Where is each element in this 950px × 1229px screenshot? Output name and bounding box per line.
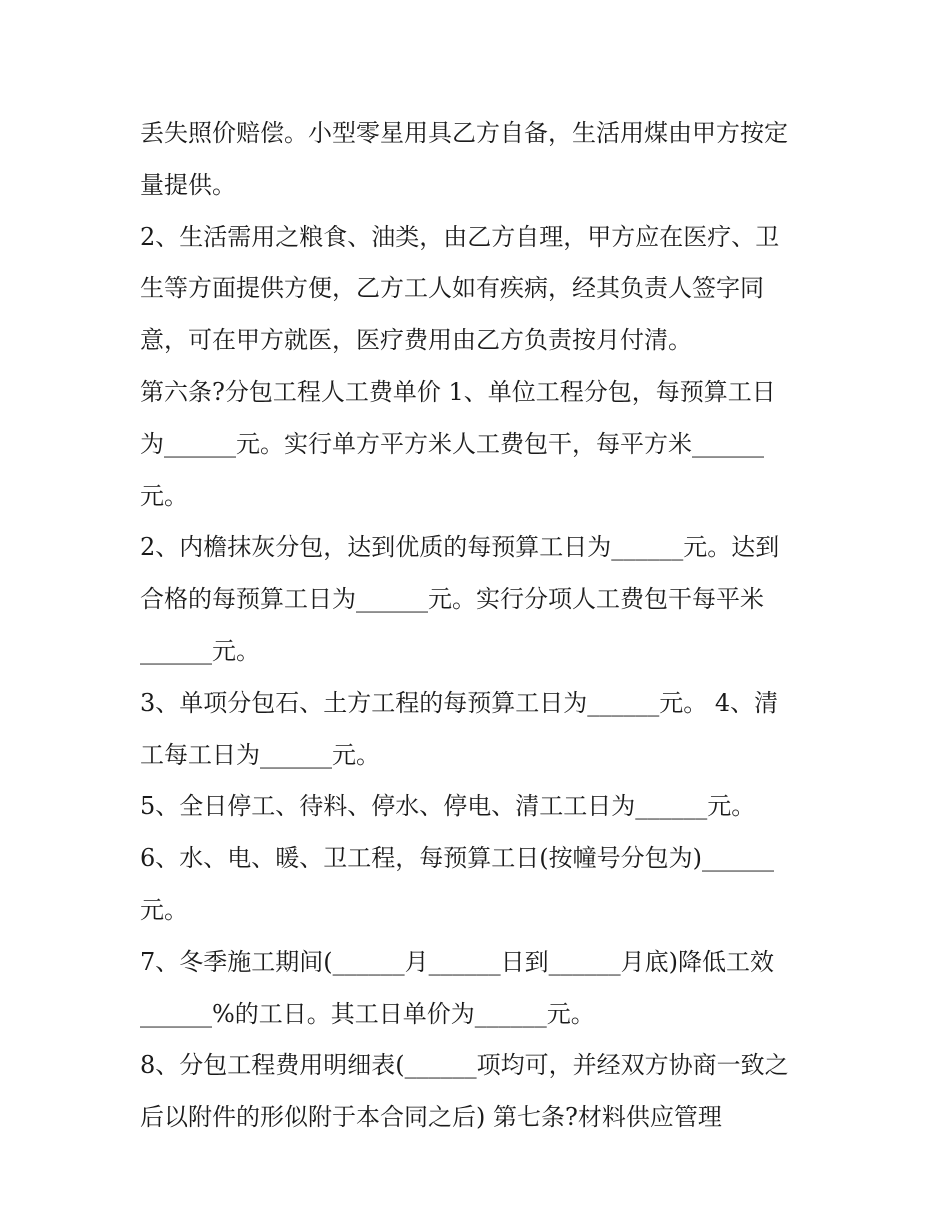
text-line: ______元。	[140, 636, 260, 665]
text-line: 元。	[140, 481, 188, 510]
text-line: 3、单项分包石、土方工程的每预算工日为______元。 4、清	[140, 688, 779, 717]
text-line: 8、分包工程费用明细表(______项均可，并经双方协商一致之	[140, 1051, 789, 1080]
text-line: 6、水、电、暖、卫工程，每预算工日(按幢号分包为)______	[140, 844, 774, 873]
text-line: 第六条?分包工程人工费单价 1、单位工程分包，每预算工日	[140, 377, 776, 406]
text-line: ______%的工日。其工日单价为______元。	[140, 999, 595, 1028]
text-line: 生等方面提供方便，乙方工人如有疾病，经其负责人签字同	[140, 274, 764, 303]
text-line: 意，可在甲方就医，医疗费用由乙方负责按月付清。	[140, 326, 692, 355]
text-line: 5、全日停工、待料、停水、停电、清工工日为______元。	[140, 792, 756, 821]
text-line: 2、生活需用之粮食、油类，由乙方自理，甲方应在医疗、卫	[140, 222, 780, 251]
text-line: 为______元。实行单方平方米人工费包干，每平方米______	[140, 429, 764, 458]
text-line: 2、内檐抹灰分包，达到优质的每预算工日为______元。达到	[140, 533, 780, 562]
text-line: 后以附件的形似附于本合同之后) 第七条?材料供应管理	[140, 1103, 722, 1132]
text-line: 工每工日为______元。	[140, 740, 380, 769]
text-line: 7、冬季施工期间(______月______日到______月底)降低工效	[140, 947, 774, 976]
text-line: 合格的每预算工日为______元。实行分项人工费包干每平米	[140, 585, 764, 614]
text-line: 丢失照价赔偿。小型零星用具乙方自备，生活用煤由甲方按定	[140, 119, 788, 147]
text-line: 量提供。	[140, 170, 236, 199]
text-line: 元。	[140, 895, 188, 924]
contract-text	[140, 108, 820, 1144]
